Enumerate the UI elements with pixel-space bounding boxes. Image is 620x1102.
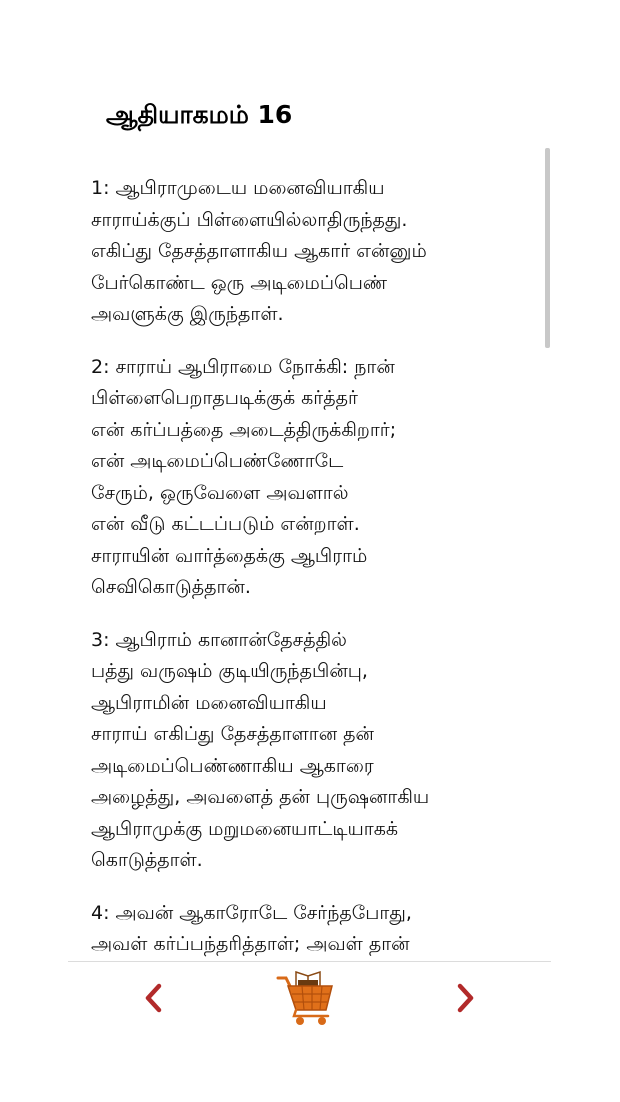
verse-line: செவிகொடுத்தான்.	[91, 576, 251, 598]
verse-line: அவளுக்கு இருந்தாள்.	[91, 303, 284, 325]
verse-4	[91, 898, 541, 961]
verse-line: என் அடிமைப்பெண்ணோடே	[91, 450, 344, 472]
verse-content[interactable]	[91, 173, 541, 960]
verse-3	[91, 625, 541, 877]
scrollbar[interactable]	[545, 148, 550, 348]
verse-line: சாராய்க்குப் பிள்ளையில்லாதிருந்தது.	[91, 208, 408, 231]
verse-line: சேரும், ஒருவேளை அவளால்	[91, 481, 349, 504]
verse-line: அடிமைப்பெண்ணாகிய ஆகாரை	[91, 754, 374, 777]
verse-line: 1: ஆபிராமுடைய மனைவியாகிய	[91, 177, 385, 199]
verse-line: எகிப்து தேசத்தாளாகிய ஆகார் என்னும்	[91, 240, 427, 262]
verse-line: அவள் கர்ப்பந்தரித்தாள்; அவள் தான்	[91, 933, 410, 955]
verse-2	[91, 352, 541, 604]
verse-line: அழைத்து, அவளைத் தன் புருஷனாகிய	[91, 786, 430, 808]
verse-line: என் கர்ப்பத்தை அடைத்திருக்கிறார்;	[91, 418, 397, 441]
chevron-left-icon	[134, 976, 174, 1020]
verse-line: 2: சாராய் ஆபிராமை நோக்கி: நான்	[91, 355, 395, 378]
verse-1	[91, 173, 541, 331]
verse-line: கொடுத்தாள்.	[91, 849, 203, 871]
verse-line: என் வீடு கட்டப்படும் என்றாள்.	[91, 513, 360, 535]
verse-line: சாராயின் வார்த்தைக்கு ஆபிராம்	[91, 544, 368, 567]
verse-line: பேர்கொண்ட ஒரு அடிமைப்பெண்	[91, 271, 388, 294]
bible-cart-logo-icon[interactable]	[272, 964, 344, 1028]
previous-chapter-button[interactable]	[134, 976, 174, 1020]
verse-line: பிள்ளைபெறாதபடிக்குக் கர்த்தர்	[91, 387, 358, 409]
chevron-right-icon	[446, 976, 486, 1020]
verse-line: ஆபிராமுக்கு மறுமனையாட்டியாகக்	[91, 817, 399, 840]
verse-line: பத்து வருஷம் குடியிருந்தபின்பு,	[91, 660, 368, 682]
verse-line: ஆபிராமின் மனைவியாகிய	[91, 691, 327, 714]
next-chapter-button[interactable]	[446, 976, 486, 1020]
verse-line: 3: ஆபிராம் கானான்தேசத்தில்	[91, 628, 347, 651]
verse-line: 4: அவன் ஆகாரோடே சேர்ந்தபோது,	[91, 901, 412, 924]
verse-line: சாராய் எகிப்து தேசத்தாளான தன்	[91, 723, 374, 745]
bottom-bar-divider	[68, 961, 551, 962]
chapter-title: ஆதியாகமம் 16	[106, 100, 293, 129]
